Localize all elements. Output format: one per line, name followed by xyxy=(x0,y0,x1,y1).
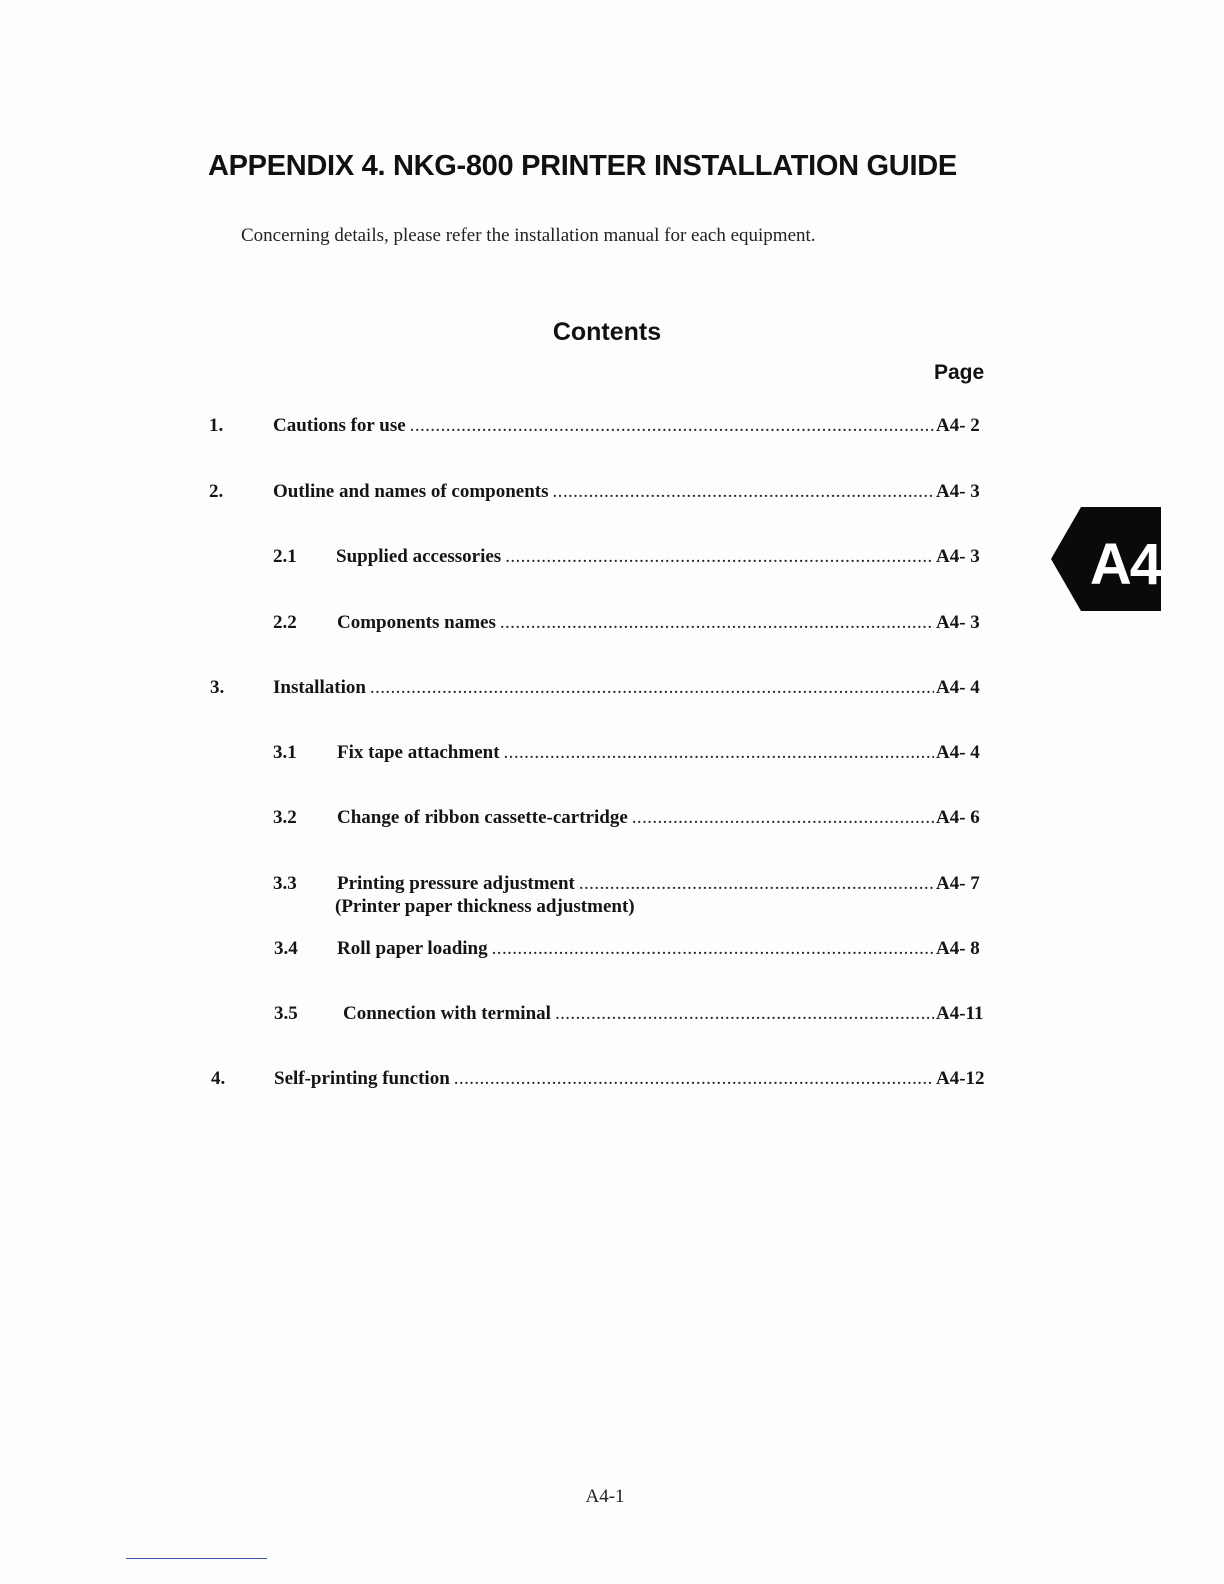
toc-leader-dots xyxy=(579,873,934,895)
toc-page: A4- 3 xyxy=(936,612,980,633)
toc-leader-dots xyxy=(555,1003,934,1025)
toc-leader-dots xyxy=(492,938,934,960)
toc-label: Components names xyxy=(337,612,496,633)
toc-leader-dots xyxy=(632,807,934,829)
toc-entry-2-1[interactable] xyxy=(0,546,1224,576)
toc-number: 1. xyxy=(209,415,224,436)
toc-leader-dots xyxy=(454,1068,934,1090)
toc-page: A4- 4 xyxy=(936,742,980,763)
contents-heading: Contents xyxy=(552,318,662,346)
section-tab-a4 xyxy=(1051,507,1161,611)
toc-entry-3-5[interactable] xyxy=(0,1003,1224,1033)
toc-entry-2-2[interactable] xyxy=(0,612,1224,642)
toc-page: A4-11 xyxy=(936,1003,984,1024)
page-column-label: Page xyxy=(934,361,985,384)
toc-number: 3.1 xyxy=(273,742,297,763)
toc-number: 3.5 xyxy=(274,1003,298,1024)
toc-entry-2[interactable] xyxy=(0,481,1224,511)
toc-label: Connection with terminal xyxy=(343,1003,551,1024)
toc-label: Supplied accessories xyxy=(336,546,502,567)
toc-entry-4[interactable] xyxy=(0,1068,1224,1098)
toc-number: 3.3 xyxy=(273,873,297,894)
toc-leader-dots xyxy=(553,481,934,503)
page-title: APPENDIX 4. NKG-800 PRINTER INSTALLATION GUIDE xyxy=(208,150,957,182)
toc-entry-3-3[interactable] xyxy=(0,873,1224,925)
toc-number: 4. xyxy=(211,1068,226,1089)
toc-entry-3-1[interactable] xyxy=(0,742,1224,772)
toc-number: 3. xyxy=(210,677,225,698)
toc-number: 3.2 xyxy=(273,807,297,828)
toc-leader-dots xyxy=(410,415,934,437)
toc-page: A4-12 xyxy=(936,1068,985,1089)
bottom-divider xyxy=(126,1558,267,1559)
toc-entry-3-4[interactable] xyxy=(0,938,1224,968)
toc-leader-dots xyxy=(505,546,934,568)
toc-number: 2.2 xyxy=(273,612,297,633)
toc-leader-dots xyxy=(504,742,934,764)
toc-page: A4- 3 xyxy=(936,481,980,502)
toc-entry-3[interactable] xyxy=(0,677,1224,707)
toc-number: 2. xyxy=(209,481,224,502)
toc-page: A4- 8 xyxy=(936,938,980,959)
toc-page: A4- 6 xyxy=(936,807,980,828)
toc-number: 3.4 xyxy=(274,938,298,959)
toc-page: A4- 7 xyxy=(936,873,980,894)
toc-page: A4- 3 xyxy=(936,546,980,567)
tab-label: A4 xyxy=(1089,532,1161,597)
footer-page-number: A4-1 xyxy=(585,1486,625,1507)
intro-text: Concerning details, please refer the installation manual for each equipment. xyxy=(241,225,816,246)
toc-label: Printing pressure adjustment xyxy=(337,873,575,894)
toc-sublabel: (Printer paper thickness adjustment) xyxy=(335,896,635,917)
toc-label: Change of ribbon cassette-cartridge xyxy=(337,807,628,828)
toc-entry-1[interactable] xyxy=(0,415,1224,445)
toc-entry-3-2[interactable] xyxy=(0,807,1224,837)
toc-leader-dots xyxy=(500,612,934,634)
toc-label: Outline and names of components xyxy=(273,481,549,502)
toc-page: A4- 2 xyxy=(936,415,980,436)
toc-label: Self-printing function xyxy=(274,1068,450,1089)
toc-leader-dots xyxy=(370,677,934,699)
toc-label: Installation xyxy=(273,677,366,698)
toc-label: Cautions for use xyxy=(273,415,406,436)
toc-page: A4- 4 xyxy=(936,677,980,698)
toc-label: Fix tape attachment xyxy=(337,742,500,763)
toc-label: Roll paper loading xyxy=(337,938,488,959)
toc-number: 2.1 xyxy=(273,546,297,567)
